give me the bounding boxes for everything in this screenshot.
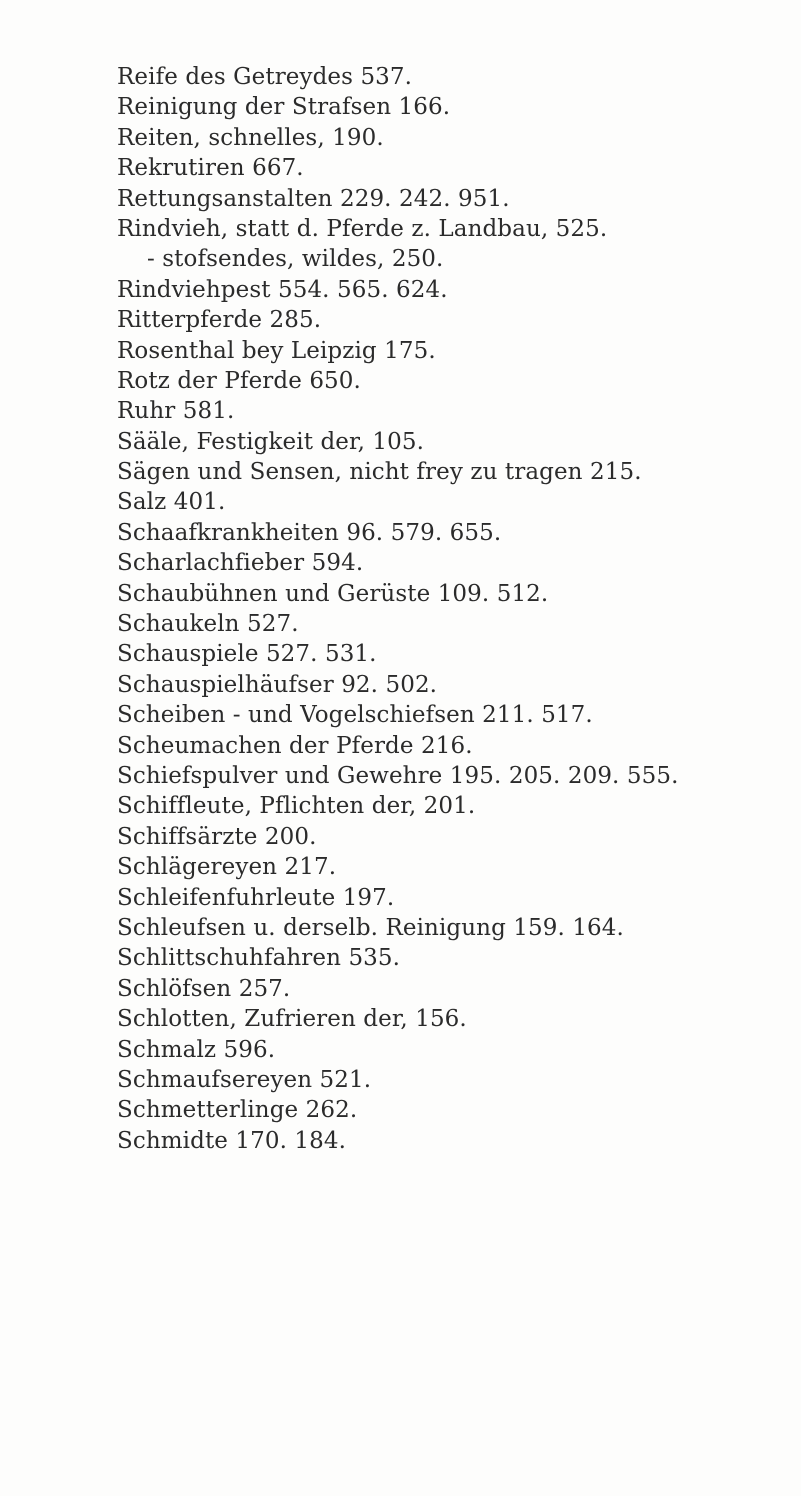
index-entry: Schaafkrankheiten 96. 579. 655. [117,519,502,546]
index-entry: Reinigung der Strafsen 166. [117,94,451,121]
index-entry: Rosenthal bey Leipzig 175. [117,337,436,364]
index-entry: Schiefspulver und Gewehre 195. 205. 209. 555. [117,762,679,789]
index-entry: Rotz der Pferde 650. [117,367,361,394]
index-entry: Rekrutiren 667. [117,155,304,182]
index-entry: Schleifenfuhrleute 197. [117,884,395,911]
index-entry: Rindvieh, statt d. Pferde z. Landbau, 525. [117,215,608,242]
index-subentry: - stofsendes, wildes, 250. [147,246,444,273]
index-entry: Schaukeln 527. [117,611,299,638]
index-entry: Scheiben - und Vogelschiefsen 211. 517. [117,702,593,729]
index-entry: Schmidte 170. 184. [117,1127,347,1154]
index-entry: Reife des Getreydes 537. [117,64,413,90]
index-entry: Schlöfsen 257. [117,975,291,1002]
index-entry: Schmalz 596. [117,1036,276,1063]
index-entry: Sääle, Festigkeit der, 105. [117,428,425,455]
index-entry: Schlotten, Zufrieren der, 156. [117,1006,467,1033]
index-entry: Reiten, schnelles, 190. [117,124,384,151]
index-entry: Schleufsen u. derselb. Reinigung 159. 164. [117,914,624,941]
index-list [117,62,777,1156]
index-entry: Schmaufsereyen 521. [117,1066,372,1093]
index-entry: Schmetterlinge 262. [117,1097,358,1124]
index-entry: Schiffsärzte 200. [117,823,317,850]
index-entry: Ruhr 581. [117,398,235,425]
index-entry: Scharlachfieber 594. [117,550,364,577]
index-entry: Scheumachen der Pferde 216. [117,732,473,759]
index-entry: Schlittschuhfahren 535. [117,945,401,972]
page-bottom-margin [0,1320,801,1496]
index-entry: Schauspiele 527. 531. [117,641,377,668]
index-entry: Schiffleute, Pflichten der, 201. [117,793,476,820]
index-entry: Schlägereyen 217. [117,854,337,881]
index-entry: Salz 401. [117,489,226,516]
index-entry: Schaubühnen und Gerüste 109. 512. [117,580,549,607]
index-entry: Rindviehpest 554. 565. 624. [117,276,448,303]
index-entry: Ritterpferde 285. [117,307,322,334]
index-entry: Sägen und Sensen, nicht frey zu tragen 215. [117,459,642,486]
index-entry: Schauspielhäufser 92. 502. [117,671,438,698]
index-entry: Rettungsanstalten 229. 242. 951. [117,185,510,212]
